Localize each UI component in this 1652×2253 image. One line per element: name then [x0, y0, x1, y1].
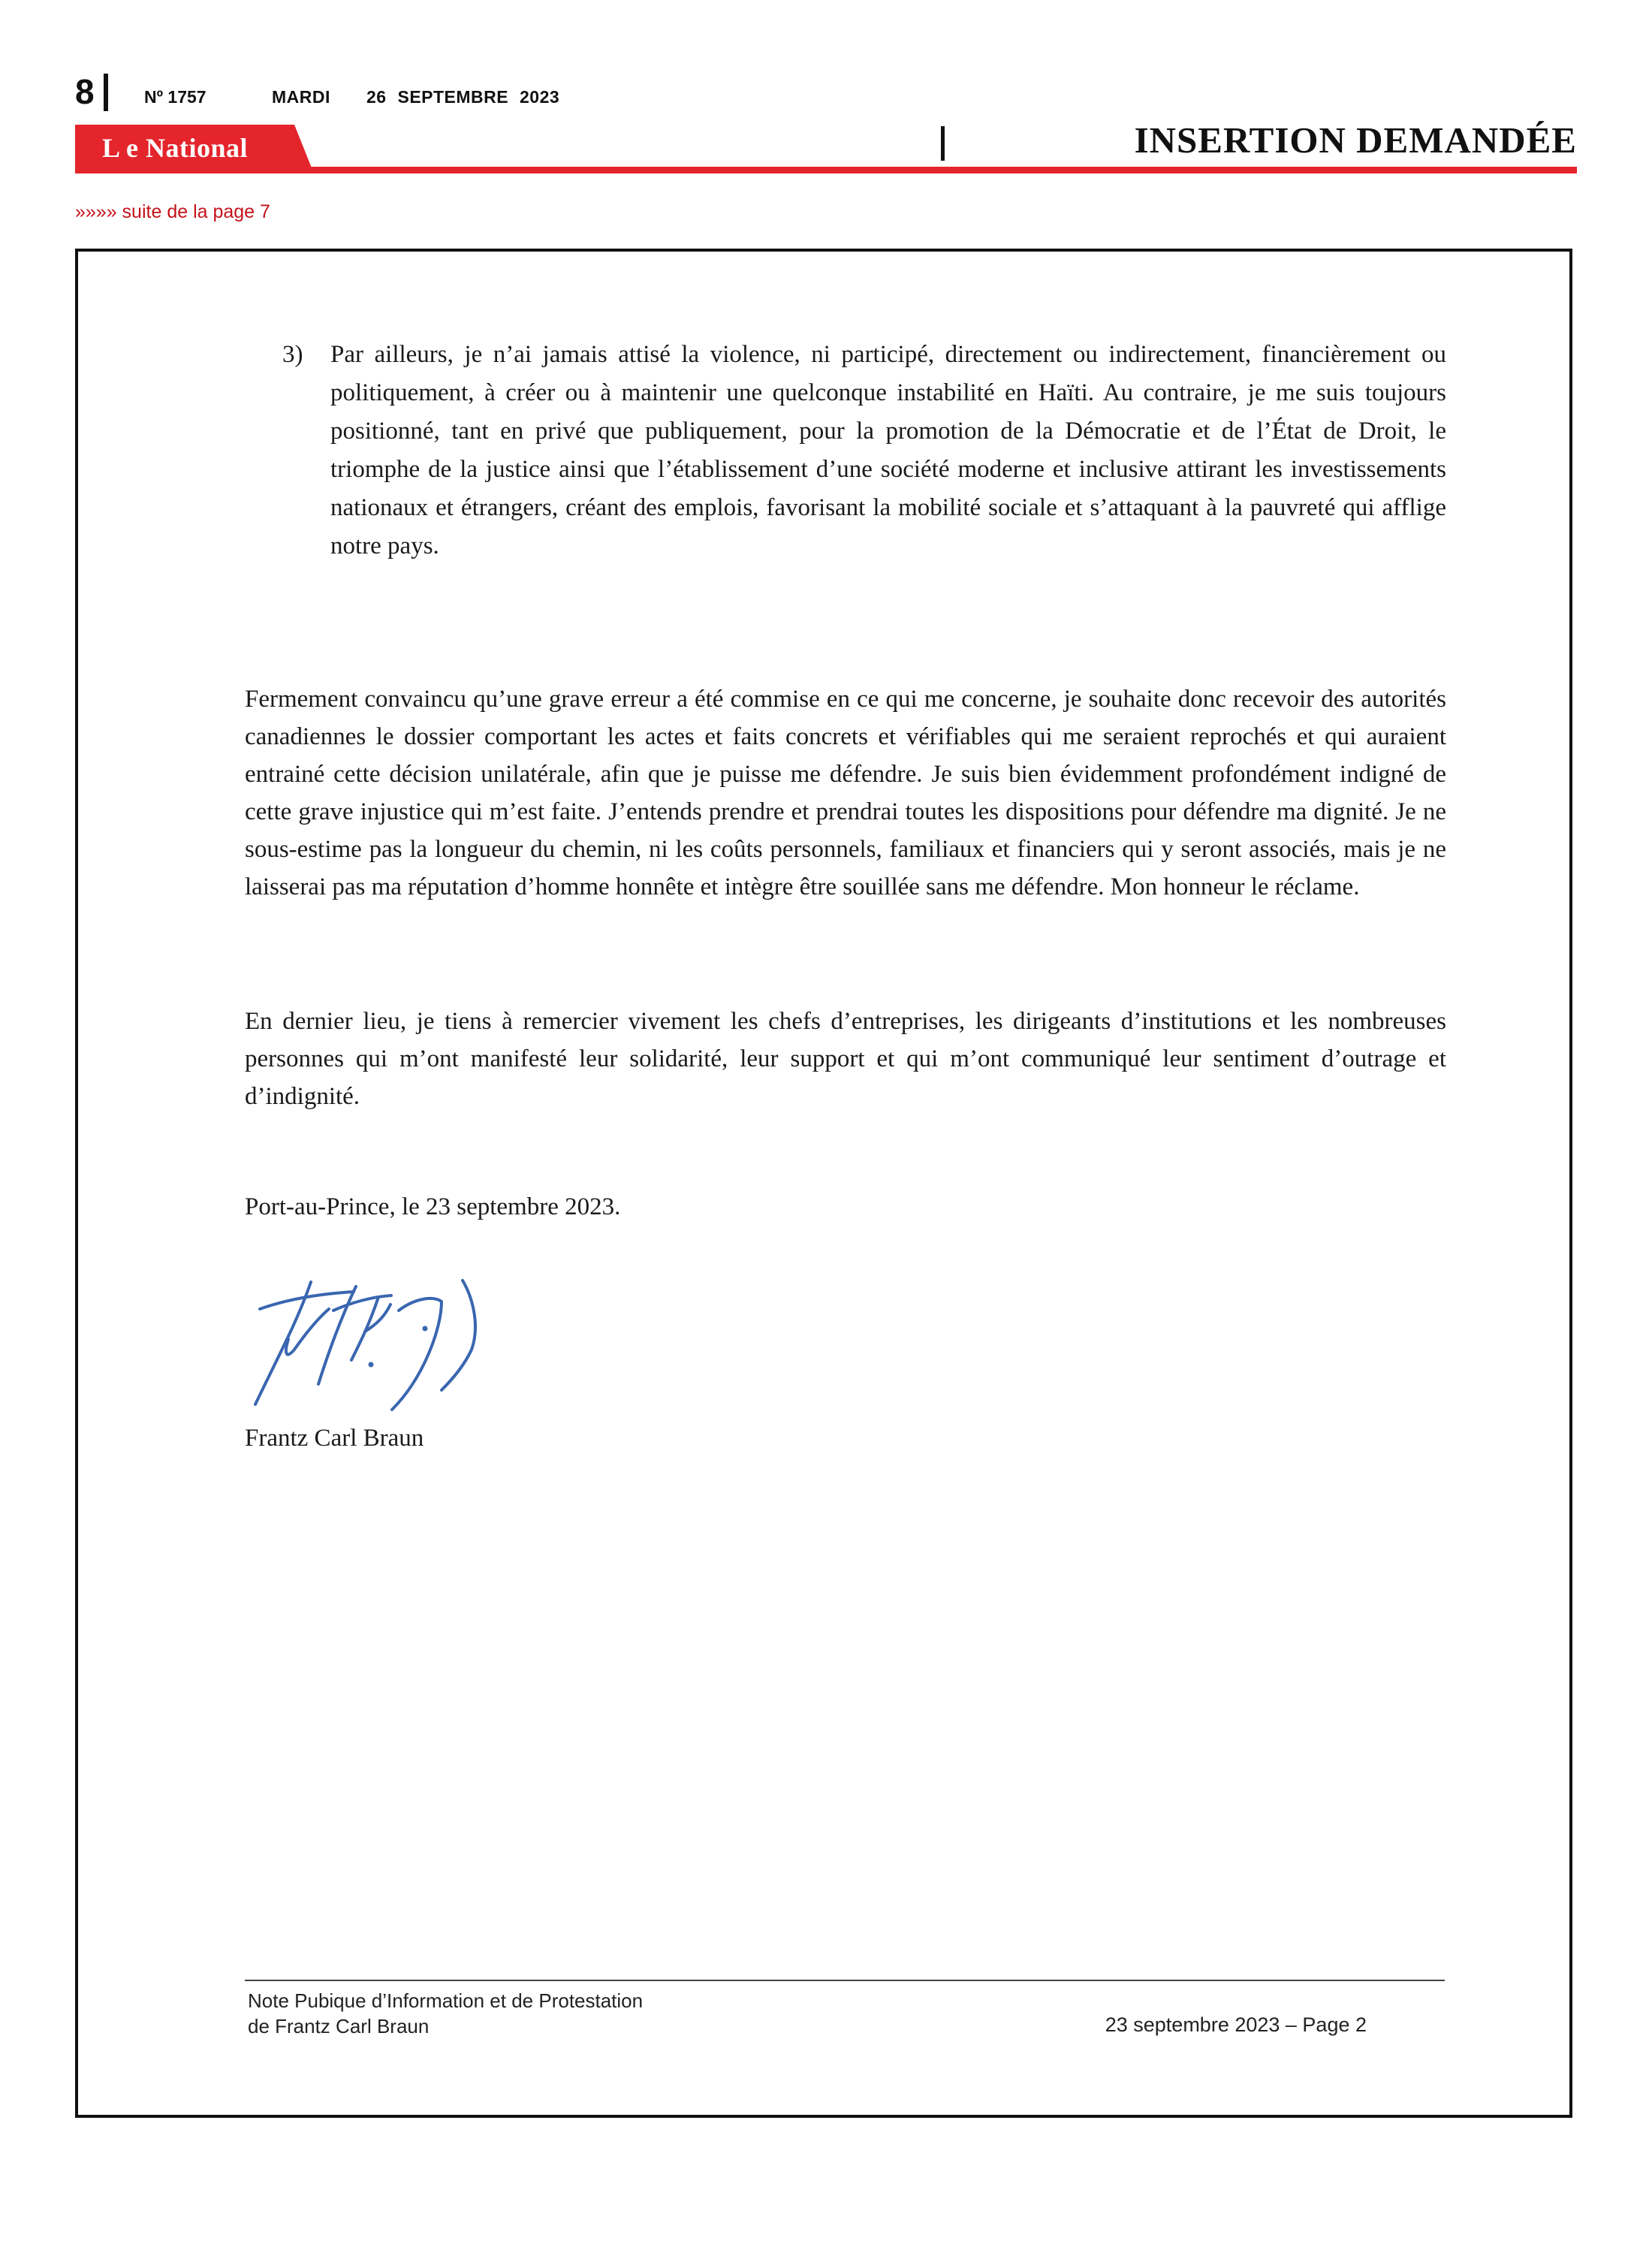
- item-text: Par ailleurs, je n’ai jamais attisé la violence, ni participé, directement ou indirectement, financièrement ou politiquement, à créer ou à maintenir une quelconque instabilité en Haïti. Au contraire, je me suis toujours positionné, tant en privé que publiquement, pour la promotion de la Démocratie et de l’État de Droit, le triomphe de la justice ainsi que l’établissement d’une société moderne et inclusive attirant les investissements nationaux et étrangers, créant des emplois, favorisant la mobilité sociale et s’attaquant à la pauvreté qui afflige notre pays.: [330, 341, 1446, 559]
- signer-name: Frantz Carl Braun: [245, 1425, 424, 1452]
- letter-frame: [75, 249, 1572, 2118]
- issue-number: Nº 1757: [144, 87, 206, 107]
- footer-title-line-2: de Frantz Carl Braun: [248, 2015, 430, 2037]
- footer-title-line-1: Note Pubique d’Information et de Protestation: [248, 1989, 644, 2012]
- item-number: 3): [282, 341, 303, 368]
- page-number-divider: [104, 74, 108, 111]
- paragraph-thanks: En dernier lieu, je tiens à remercier vivement les chefs d’entreprises, les dirigeants d’institutions et les nombreuses personnes qui m’ont manifesté leur solidarité, leur support et qui m’ont communiqué leur sentiment d’outrage et d’indignité.: [245, 1008, 1446, 1110]
- brand-logo: L e National: [102, 133, 249, 163]
- continuation-note: »»»» suite de la page 7: [75, 201, 270, 222]
- section-divider: [941, 126, 945, 161]
- place-date: Port-au-Prince, le 23 septembre 2023.: [245, 1193, 621, 1220]
- section-title: INSERTION DEMANDÉE: [1134, 119, 1577, 161]
- numbered-item: [282, 336, 1446, 566]
- footer-rule: [245, 1980, 1445, 1981]
- publication-weekday: MARDI: [272, 87, 330, 107]
- brand-banner: [75, 125, 312, 170]
- page-number: 8: [75, 72, 95, 111]
- footer-page-info: 23 septembre 2023 – Page 2: [1105, 2013, 1367, 2036]
- footer-title: [248, 1988, 643, 2039]
- publication-date: 26 SEPTEMBRE 2023: [366, 87, 560, 107]
- letter-page: [78, 252, 1569, 2115]
- page-header-meta: [75, 72, 826, 117]
- header-rule: [75, 167, 1577, 173]
- handwritten-signature: [245, 1250, 493, 1416]
- paragraph-conviction: Fermement convaincu qu’une grave erreur a été commise en ce qui me concerne, je souhaite donc recevoir des autorités canadiennes le dossier comportant les actes et faits concrets et vérifiables qui me seraient reprochés et qui auraient entrainé cette décision unilatérale, afin que je puisse me défendre. Je suis bien évidemment profondément indigné de cette grave injustice qui m’est faite. J’entends prendre et prendrai toutes les dispositions pour défendre ma dignité. Je ne sous-estime pas la longueur du chemin, ni les coûts personnels, familiaux et financiers qui y seront associés, mais je ne laisserai pas ma réputation d’homme honnête et intègre être souillée sans me défendre. Mon honneur le réclame.: [245, 686, 1446, 900]
